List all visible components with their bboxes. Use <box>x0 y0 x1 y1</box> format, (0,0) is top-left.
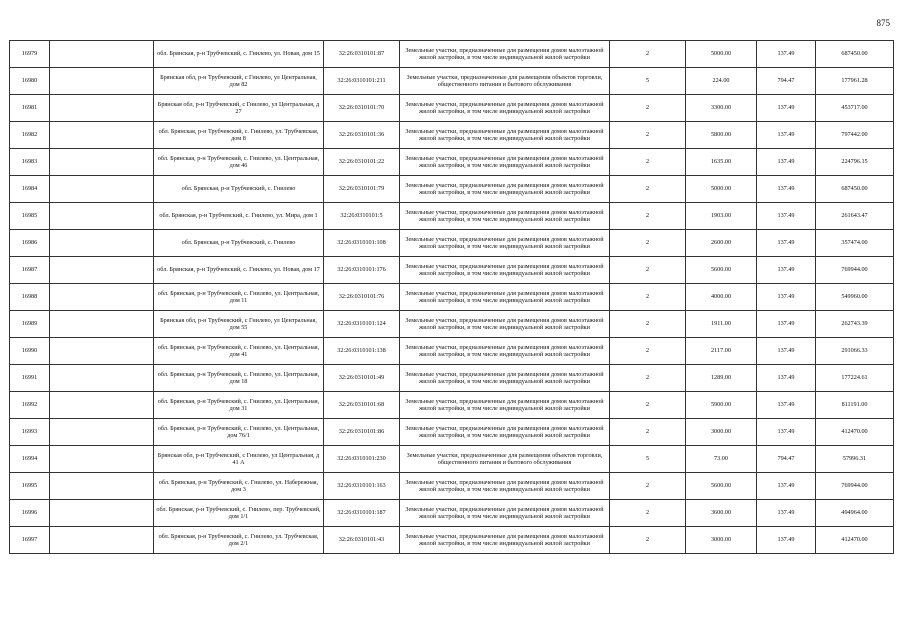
category-cell: 2 <box>610 203 686 230</box>
row-number-cell: 16984 <box>10 176 50 203</box>
area-cell: 2117.00 <box>686 338 757 365</box>
cadastral-value-cell: 57996.31 <box>816 446 894 473</box>
blank-cell <box>50 284 154 311</box>
address-cell: обл. Брянская, р-н Трубчевский, с. Гнилево, ул. Центральная, дом 46 <box>154 149 324 176</box>
category-cell: 2 <box>610 527 686 554</box>
specific-value-cell: 137.49 <box>757 203 816 230</box>
table-row <box>10 392 894 419</box>
permitted-use-cell: Земельные участки, предназначенные для размещения домов малоэтажной жилой застройки, в том числе индивидуальной жилой застройки <box>400 473 610 500</box>
blank-cell <box>50 68 154 95</box>
table-row <box>10 122 894 149</box>
area-cell: 1635.00 <box>686 149 757 176</box>
cadastral-number-cell: 32:26:0310101:79 <box>324 176 400 203</box>
table-row <box>10 338 894 365</box>
row-number-cell: 16996 <box>10 500 50 527</box>
row-number-cell: 16983 <box>10 149 50 176</box>
blank-cell <box>50 419 154 446</box>
cadastral-value-cell: 224796.15 <box>816 149 894 176</box>
category-cell: 5 <box>610 68 686 95</box>
permitted-use-cell: Земельные участки, предназначенные для размещения домов малоэтажной жилой застройки, в том числе индивидуальной жилой застройки <box>400 176 610 203</box>
category-cell: 2 <box>610 149 686 176</box>
permitted-use-cell: Земельные участки, предназначенные для размещения домов малоэтажной жилой застройки, в том числе индивидуальной жилой застройки <box>400 230 610 257</box>
cadastral-number-cell: 32:26:0310101:22 <box>324 149 400 176</box>
area-cell: 3300.00 <box>686 95 757 122</box>
permitted-use-cell: Земельные участки, предназначенные для размещения домов малоэтажной жилой застройки, в том числе индивидуальной жилой застройки <box>400 41 610 68</box>
specific-value-cell: 137.49 <box>757 284 816 311</box>
specific-value-cell: 794.47 <box>757 68 816 95</box>
blank-cell <box>50 392 154 419</box>
permitted-use-cell: Земельные участки, предназначенные для размещения домов малоэтажной жилой застройки, в том числе индивидуальной жилой застройки <box>400 203 610 230</box>
row-number-cell: 16995 <box>10 473 50 500</box>
specific-value-cell: 137.49 <box>757 311 816 338</box>
address-cell: Брянская обл, р-н Трубчевский, с Гнилево, ул Центральная, д 27 <box>154 95 324 122</box>
table-row <box>10 527 894 554</box>
area-cell: 5600.00 <box>686 473 757 500</box>
cadastral-value-cell: 177224.61 <box>816 365 894 392</box>
cadastral-number-cell: 32:26:0310101:163 <box>324 473 400 500</box>
cadastral-number-cell: 32:26:0310101:124 <box>324 311 400 338</box>
specific-value-cell: 137.49 <box>757 392 816 419</box>
blank-cell <box>50 446 154 473</box>
table-row <box>10 95 894 122</box>
address-cell: обл. Брянская, р-н Трубчевский, с. Гнилево, пер. Трубчевский, дом 1/1 <box>154 500 324 527</box>
blank-cell <box>50 500 154 527</box>
category-cell: 5 <box>610 446 686 473</box>
permitted-use-cell: Земельные участки, предназначенные для размещения домов малоэтажной жилой застройки, в том числе индивидуальной жилой застройки <box>400 95 610 122</box>
cadastral-value-cell: 177961.28 <box>816 68 894 95</box>
specific-value-cell: 137.49 <box>757 149 816 176</box>
row-number-cell: 16982 <box>10 122 50 149</box>
table-row <box>10 176 894 203</box>
row-number-cell: 16992 <box>10 392 50 419</box>
specific-value-cell: 137.49 <box>757 95 816 122</box>
address-cell: Брянская обл, р-н Трубчевский, с Гнилево, ул Центральная, д 41 А <box>154 446 324 473</box>
cadastral-value-cell: 291066.33 <box>816 338 894 365</box>
blank-cell <box>50 311 154 338</box>
area-cell: 73.00 <box>686 446 757 473</box>
category-cell: 2 <box>610 122 686 149</box>
row-number-cell: 16981 <box>10 95 50 122</box>
cadastral-number-cell: 32:26:0310101:68 <box>324 392 400 419</box>
address-cell: обл. Брянская, р-н Трубчевский, с. Гнилево, ул. Центральная, дом 18 <box>154 365 324 392</box>
table-row <box>10 257 894 284</box>
category-cell: 2 <box>610 176 686 203</box>
area-cell: 3000.00 <box>686 527 757 554</box>
cadastral-number-cell: 32:26:0310101:49 <box>324 365 400 392</box>
row-number-cell: 16993 <box>10 419 50 446</box>
blank-cell <box>50 230 154 257</box>
address-cell: обл. Брянская, р-н Трубчевский, с. Гнилево, ул. Центральная, дом 41 <box>154 338 324 365</box>
blank-cell <box>50 365 154 392</box>
register-body <box>10 41 894 554</box>
permitted-use-cell: Земельные участки, предназначенные для размещения домов малоэтажной жилой застройки, в том числе индивидуальной жилой застройки <box>400 527 610 554</box>
blank-cell <box>50 257 154 284</box>
area-cell: 5800.00 <box>686 122 757 149</box>
cadastral-number-cell: 32:26:0310101:230 <box>324 446 400 473</box>
specific-value-cell: 137.49 <box>757 122 816 149</box>
row-number-cell: 16989 <box>10 311 50 338</box>
permitted-use-cell: Земельные участки, предназначенные для размещения домов малоэтажной жилой застройки, в том числе индивидуальной жилой застройки <box>400 392 610 419</box>
cadastral-value-cell: 412470.00 <box>816 527 894 554</box>
row-number-cell: 16988 <box>10 284 50 311</box>
cadastral-number-cell: 32:26:0310101:76 <box>324 284 400 311</box>
cadastral-number-cell: 32:26:0310101:211 <box>324 68 400 95</box>
permitted-use-cell: Земельные участки, предназначенные для размещения объектов торговли, общественного питания и бытового обслуживания <box>400 446 610 473</box>
cadastral-value-cell: 412470.00 <box>816 419 894 446</box>
address-cell: обл. Брянская, р-н Трубчевский, с. Гнилево <box>154 230 324 257</box>
permitted-use-cell: Земельные участки, предназначенные для размещения домов малоэтажной жилой застройки, в том числе индивидуальной жилой застройки <box>400 338 610 365</box>
permitted-use-cell: Земельные участки, предназначенные для размещения домов малоэтажной жилой застройки, в том числе индивидуальной жилой застройки <box>400 419 610 446</box>
blank-cell <box>50 473 154 500</box>
table-row <box>10 500 894 527</box>
cadastral-number-cell: 32:26:0310101:138 <box>324 338 400 365</box>
area-cell: 5000.00 <box>686 41 757 68</box>
specific-value-cell: 137.49 <box>757 419 816 446</box>
table-row <box>10 68 894 95</box>
cadastral-value-cell: 357474.00 <box>816 230 894 257</box>
table-row <box>10 230 894 257</box>
specific-value-cell: 137.49 <box>757 527 816 554</box>
address-cell: обл. Брянская, р-н Трубчевский, с. Гнилево, ул. Центральная, дом 76/1 <box>154 419 324 446</box>
area-cell: 5600.00 <box>686 257 757 284</box>
cadastral-number-cell: 32:26:0310101:43 <box>324 527 400 554</box>
address-cell: обл. Брянская, р-н Трубчевский, с. Гнилево, ул. Центральная, дом 11 <box>154 284 324 311</box>
blank-cell <box>50 527 154 554</box>
category-cell: 2 <box>610 392 686 419</box>
specific-value-cell: 137.49 <box>757 176 816 203</box>
table-row <box>10 311 894 338</box>
permitted-use-cell: Земельные участки, предназначенные для размещения домов малоэтажной жилой застройки, в том числе индивидуальной жилой застройки <box>400 311 610 338</box>
table-row <box>10 419 894 446</box>
specific-value-cell: 794.47 <box>757 446 816 473</box>
address-cell: обл. Брянская, р-н Трубчевский, с. Гнилево <box>154 176 324 203</box>
address-cell: обл. Брянская, р-н Трубчевский, с. Гнилево, ул. Трубчевская, дом 2/1 <box>154 527 324 554</box>
cadastral-value-cell: 687450.00 <box>816 41 894 68</box>
cadastral-value-cell: 494964.00 <box>816 500 894 527</box>
blank-cell <box>50 41 154 68</box>
blank-cell <box>50 122 154 149</box>
permitted-use-cell: Земельные участки, предназначенные для размещения домов малоэтажной жилой застройки, в том числе индивидуальной жилой застройки <box>400 365 610 392</box>
category-cell: 2 <box>610 311 686 338</box>
row-number-cell: 16987 <box>10 257 50 284</box>
category-cell: 2 <box>610 257 686 284</box>
area-cell: 1911.00 <box>686 311 757 338</box>
permitted-use-cell: Земельные участки, предназначенные для размещения домов малоэтажной жилой застройки, в том числе индивидуальной жилой застройки <box>400 122 610 149</box>
table-row <box>10 41 894 68</box>
area-cell: 3000.00 <box>686 419 757 446</box>
table-row <box>10 203 894 230</box>
table-row <box>10 284 894 311</box>
row-number-cell: 16991 <box>10 365 50 392</box>
category-cell: 2 <box>610 500 686 527</box>
area-cell: 3600.00 <box>686 500 757 527</box>
category-cell: 2 <box>610 365 686 392</box>
area-cell: 1903.00 <box>686 203 757 230</box>
table-row <box>10 473 894 500</box>
cadastral-number-cell: 32:26:0310101:86 <box>324 419 400 446</box>
cadastral-number-cell: 32:26:0310101:87 <box>324 41 400 68</box>
blank-cell <box>50 176 154 203</box>
address-cell: Брянская обл, р-н Трубчевский, с Гнилево, ул Центральная, дом 55 <box>154 311 324 338</box>
address-cell: обл. Брянская, р-н Трубчевский, с. Гнилево, ул. Набережная, дом 3 <box>154 473 324 500</box>
category-cell: 2 <box>610 230 686 257</box>
category-cell: 2 <box>610 41 686 68</box>
address-cell: обл. Брянская, р-н Трубчевский, с. Гнилево, ул. Новая, дом 15 <box>154 41 324 68</box>
address-cell: обл. Брянская, р-н Трубчевский, с. Гнилево, ул. Новая, дом 17 <box>154 257 324 284</box>
table-row <box>10 365 894 392</box>
permitted-use-cell: Земельные участки, предназначенные для размещения домов малоэтажной жилой застройки, в том числе индивидуальной жилой застройки <box>400 500 610 527</box>
area-cell: 2600.00 <box>686 230 757 257</box>
blank-cell <box>50 95 154 122</box>
specific-value-cell: 137.49 <box>757 41 816 68</box>
area-cell: 5000.00 <box>686 176 757 203</box>
cadastral-number-cell: 32:26:0310101:36 <box>324 122 400 149</box>
address-cell: обл. Брянская, р-н Трубчевский, с. Гнилево, ул. Мира, дом 1 <box>154 203 324 230</box>
specific-value-cell: 137.49 <box>757 365 816 392</box>
blank-cell <box>50 338 154 365</box>
table-row <box>10 149 894 176</box>
area-cell: 1289.00 <box>686 365 757 392</box>
category-cell: 2 <box>610 338 686 365</box>
area-cell: 224.00 <box>686 68 757 95</box>
land-register-table <box>9 40 894 554</box>
permitted-use-cell: Земельные участки, предназначенные для размещения объектов торговли, общественного питания и бытового обслуживания <box>400 68 610 95</box>
permitted-use-cell: Земельные участки, предназначенные для размещения домов малоэтажной жилой застройки, в том числе индивидуальной жилой застройки <box>400 149 610 176</box>
row-number-cell: 16994 <box>10 446 50 473</box>
row-number-cell: 16985 <box>10 203 50 230</box>
cadastral-value-cell: 453717.00 <box>816 95 894 122</box>
cadastral-number-cell: 32:26:0310101:187 <box>324 500 400 527</box>
specific-value-cell: 137.49 <box>757 257 816 284</box>
row-number-cell: 16986 <box>10 230 50 257</box>
table-row <box>10 446 894 473</box>
row-number-cell: 16980 <box>10 68 50 95</box>
category-cell: 2 <box>610 473 686 500</box>
blank-cell <box>50 149 154 176</box>
cadastral-value-cell: 262743.39 <box>816 311 894 338</box>
row-number-cell: 16979 <box>10 41 50 68</box>
cadastral-value-cell: 811191.00 <box>816 392 894 419</box>
address-cell: Брянская обл, р-н Трубчевский, с Гнилево, ул Центральная, дом 82 <box>154 68 324 95</box>
cadastral-value-cell: 687450.00 <box>816 176 894 203</box>
category-cell: 2 <box>610 419 686 446</box>
row-number-cell: 16997 <box>10 527 50 554</box>
permitted-use-cell: Земельные участки, предназначенные для размещения домов малоэтажной жилой застройки, в том числе индивидуальной жилой застройки <box>400 284 610 311</box>
cadastral-number-cell: 32:26:0310101:5 <box>324 203 400 230</box>
cadastral-value-cell: 261643.47 <box>816 203 894 230</box>
cadastral-number-cell: 32:26:0310101:176 <box>324 257 400 284</box>
cadastral-number-cell: 32:26:0310101:108 <box>324 230 400 257</box>
area-cell: 4000.00 <box>686 284 757 311</box>
address-cell: обл. Брянская, р-н Трубчевский, с. Гнилево, ул. Трубчевская, дом 8 <box>154 122 324 149</box>
cadastral-number-cell: 32:26:0310101:70 <box>324 95 400 122</box>
category-cell: 2 <box>610 284 686 311</box>
category-cell: 2 <box>610 95 686 122</box>
permitted-use-cell: Земельные участки, предназначенные для размещения домов малоэтажной жилой застройки, в том числе индивидуальной жилой застройки <box>400 257 610 284</box>
page-number: 875 <box>876 18 890 28</box>
specific-value-cell: 137.49 <box>757 500 816 527</box>
cadastral-value-cell: 549960.00 <box>816 284 894 311</box>
specific-value-cell: 137.49 <box>757 473 816 500</box>
address-cell: обл. Брянская, р-н Трубчевский, с. Гнилево, ул. Центральная, дом 31 <box>154 392 324 419</box>
specific-value-cell: 137.49 <box>757 230 816 257</box>
area-cell: 5900.00 <box>686 392 757 419</box>
cadastral-value-cell: 769944.00 <box>816 473 894 500</box>
cadastral-value-cell: 769944.00 <box>816 257 894 284</box>
specific-value-cell: 137.49 <box>757 338 816 365</box>
blank-cell <box>50 203 154 230</box>
row-number-cell: 16990 <box>10 338 50 365</box>
cadastral-value-cell: 797442.00 <box>816 122 894 149</box>
